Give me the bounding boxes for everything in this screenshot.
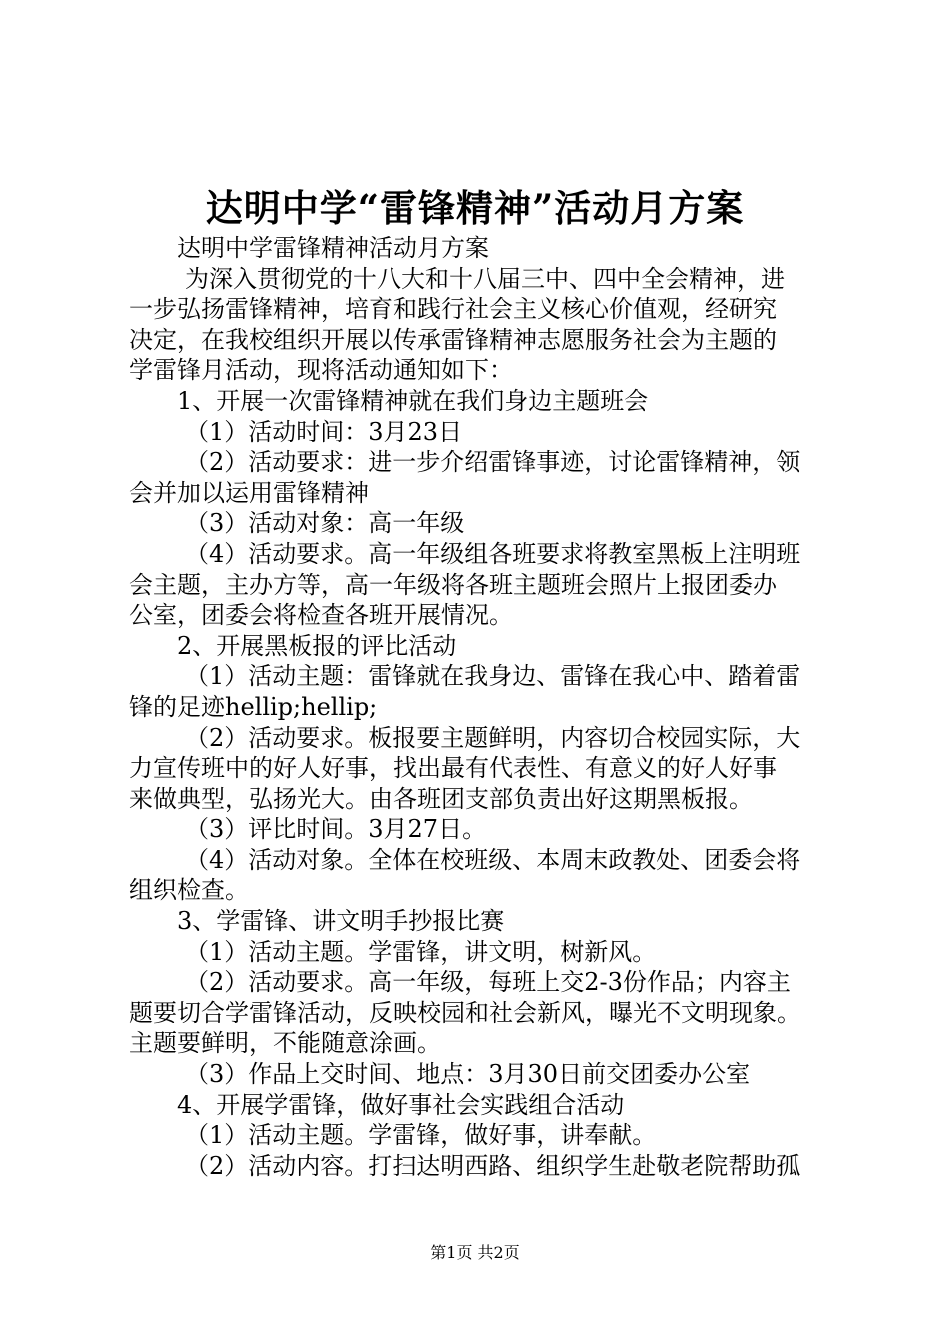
body-line: （4）活动要求。高一年级组各班要求将教室黑板上注明班 (185, 539, 801, 568)
body-line: 公室，团委会将检查各班开展情况。 (129, 601, 513, 630)
body-line: （2）活动要求。高一年级，每班上交2-3份作品；内容主 (185, 968, 791, 997)
body-line: 1、开展一次雷锋精神就在我们身边主题班会 (177, 386, 649, 415)
body-line: 2、开展黑板报的评比活动 (177, 631, 457, 660)
document-body (129, 233, 849, 1181)
body-line: （3）作品上交时间、地点：3月30日前交团委办公室 (185, 1060, 751, 1089)
body-line: 力宣传班中的好人好事，找出最有代表性、有意义的好人好事 (129, 754, 777, 783)
body-line: 组织检查。 (129, 876, 249, 905)
body-line: （2）活动要求。板报要主题鲜明，内容切合校园实际，大 (185, 723, 801, 752)
body-line: 学雷锋月活动，现将活动通知如下： (129, 356, 513, 385)
body-line: 为深入贯彻党的十八大和十八届三中、四中全会精神，进 (185, 264, 785, 293)
body-line: 决定，在我校组织开展以传承雷锋精神志愿服务社会为主题的 (129, 325, 777, 354)
body-line: （3）评比时间。3月27日。 (185, 815, 487, 844)
body-line: （2）活动内容。打扫达明西路、组织学生赴敬老院帮助孤 (185, 1151, 801, 1180)
body-line: 一步弘扬雷锋精神，培育和践行社会主义核心价值观，经研究 (129, 295, 777, 324)
body-line: 来做典型，弘扬光大。由各班团支部负责出好这期黑板报。 (129, 784, 753, 813)
body-line: 4、开展学雷锋，做好事社会实践组合活动 (177, 1090, 625, 1119)
body-line: （4）活动对象。全体在校班级、本周末政教处、团委会将 (185, 845, 801, 874)
body-line: （1）活动主题。学雷锋，讲文明，树新风。 (185, 937, 657, 966)
body-line: 锋的足迹hellip;hellip; (129, 692, 378, 721)
body-line: （1）活动时间：3月23日 (185, 417, 463, 446)
body-line: 会并加以运用雷锋精神 (129, 478, 369, 507)
body-line: 题要切合学雷锋活动，反映校园和社会新风，曝光不文明现象。 (129, 998, 801, 1027)
page-footer: 第1页 共2页 (430, 1243, 520, 1262)
document-title: 达明中学“雷锋精神”活动月方案 (205, 186, 745, 230)
body-line: 达明中学雷锋精神活动月方案 (177, 234, 489, 262)
body-line: （1）活动主题：雷锋就在我身边、雷锋在我心中、踏着雷 (185, 662, 801, 691)
body-line: （1）活动主题。学雷锋，做好事，讲奉献。 (185, 1121, 657, 1150)
body-line: （3）活动对象：高一年级 (185, 509, 465, 538)
body-line: 主题要鲜明，不能随意涂画。 (129, 1029, 441, 1058)
body-line: 3、学雷锋、讲文明手抄报比赛 (177, 907, 505, 936)
body-line: 会主题，主办方等，高一年级将各班主题班会照片上报团委办 (129, 570, 777, 599)
body-line: （2）活动要求：进一步介绍雷锋事迹，讨论雷锋精神，领 (185, 448, 801, 477)
